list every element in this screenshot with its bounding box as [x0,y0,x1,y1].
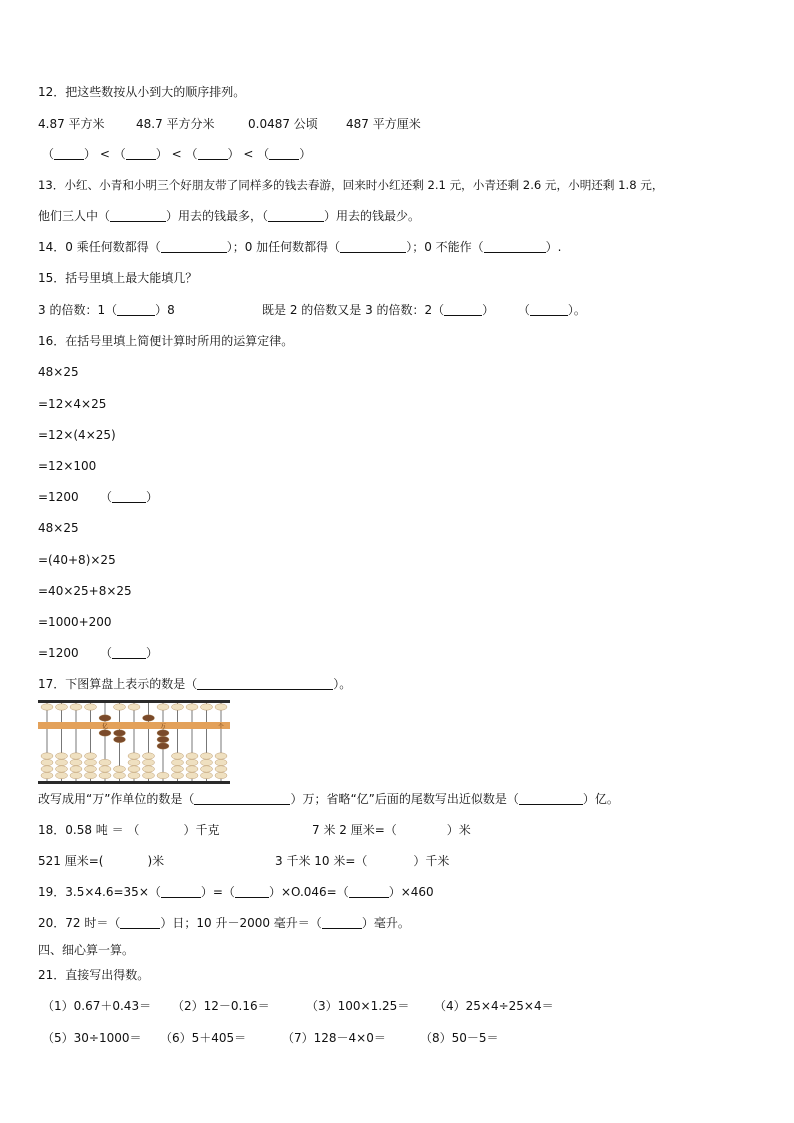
q15-part2 [262,302,586,318]
q18-item-c [38,853,164,869]
q20-text-c: ）毫升。 [361,916,410,930]
abacus-bead [186,759,198,765]
paren-open: （ [42,147,55,161]
abacus-place-label: 亿 [102,724,108,730]
abacus-bead [41,766,53,772]
abacus-bead [157,772,169,778]
q17-rewrite-a: 改写成用“万”作单位的数是（ [38,792,195,806]
abacus-bead [56,766,68,772]
abacus-bead [128,772,140,778]
q15-text-f: ）。 [567,303,586,317]
abacus-bead [70,772,82,778]
paren-open: （ [100,490,113,504]
abacus-bead [143,753,155,759]
abacus-bead [128,704,140,710]
calc1-step: =12×(4×25) [38,428,116,442]
answer-blank[interactable] [268,210,324,222]
q18-c2: )米 [147,854,165,868]
abacus-bead [56,759,68,765]
q18-b1: 7 米 2 厘米=（ [312,823,397,837]
q21-item: （2）12－0.16＝ [172,999,270,1013]
abacus-bead [85,772,97,778]
abacus-bead [99,772,111,778]
abacus-bead [143,766,155,772]
q19-line [38,884,434,900]
abacus-bead [186,772,198,778]
q18-c1: 521 厘米=( [38,854,104,868]
calc2-step: =1000+200 [38,615,112,629]
answer-blank[interactable] [112,491,146,503]
abacus-beam [38,722,230,729]
q14-text-a: 14．0 乘任何数都得（ [38,240,161,254]
abacus-bead [128,753,140,759]
abacus-place-label: 个 [218,724,224,730]
number-4: 487 平方厘米 [346,117,421,131]
answer-blank[interactable] [519,793,583,805]
law-answer [100,489,158,505]
abacus-bead [201,759,213,765]
answer-blank[interactable] [340,241,406,253]
q13-text-a: 他们三人中（ [38,209,111,223]
abacus-bead [201,704,213,710]
calc1-step: =12×4×25 [38,397,107,411]
answer-blank[interactable] [349,886,389,898]
q13-line1: 13．小红、小青和小明三个好朋友带了同样多的钱去春游，回来时小红还剩 2.1 元，小青还剩 2.6 元，小明还剩 1.8 元， [38,178,664,192]
abacus-bead [201,753,213,759]
paren-open: （ [113,147,126,161]
q17-rewrite [38,791,619,807]
answer-blank[interactable] [484,241,546,253]
q21-item: （1）0.67＋0.43＝ [42,999,152,1013]
q14-text-b: ）；0 加任何数都得（ [226,240,341,254]
q21-item: （6）5＋405＝ [160,1031,247,1045]
q20-line [38,915,410,931]
abacus-bead [56,772,68,778]
q21-item: （3）100×1.25＝ [306,999,410,1013]
q15-text-c: 既是 2 的倍数又是 3 的倍数：2（ [262,303,445,317]
section-heading: 四、细心算一算。 [38,943,135,957]
q21-item: （4）25×4÷25×4＝ [434,999,554,1013]
abacus-bead [201,766,213,772]
q17-text-b: ）。 [333,677,352,691]
q19-text-c: ）×O.046=（ [268,885,349,899]
abacus-bead [143,715,155,721]
q18-item-b [312,822,471,838]
answer-blank[interactable] [269,148,299,160]
q21-title: 21．直接写出得数。 [38,968,150,982]
law-answer [100,645,158,661]
answer-blank[interactable] [54,148,84,160]
abacus-bead [85,753,97,759]
answer-blank[interactable] [161,886,201,898]
abacus-bead [99,730,111,736]
paren-close: ） [155,147,168,161]
abacus-bead [172,766,184,772]
abacus-bead [70,704,82,710]
answer-blank[interactable] [126,148,156,160]
number-2: 48.7 平方分米 [136,117,215,131]
q15-text-a: 3 的倍数：1（ [38,303,118,317]
q17-text-a: 17．下图算盘上表示的数是（ [38,677,198,691]
answer-blank[interactable] [322,917,362,929]
q18-item-d [275,853,449,869]
abacus-bead [41,704,53,710]
abacus-bead [215,704,227,710]
answer-blank[interactable] [112,647,146,659]
q15-part1 [38,302,175,318]
q18-item-a [38,822,219,838]
q21-item: （7）128－4×0＝ [282,1031,386,1045]
abacus-bead [143,759,155,765]
abacus-bead [70,759,82,765]
q19-text-d: ）×460 [388,885,434,899]
answer-blank[interactable] [444,304,482,316]
q13-text-b: ）用去的钱最多，（ [166,209,269,223]
abacus-bead [85,766,97,772]
abacus-bead [56,704,68,710]
calc1-step: =12×100 [38,459,97,473]
abacus-bead [114,772,126,778]
abacus-bead [85,759,97,765]
abacus-bead [143,772,155,778]
abacus-bead [186,766,198,772]
paren-close: ） [146,646,159,660]
abacus-bead [172,772,184,778]
calc1-step: 48×25 [38,365,79,379]
abacus-bead [114,766,126,772]
abacus-bead [70,766,82,772]
q12-order-row [42,146,311,162]
abacus-bottom-bar [38,781,230,784]
abacus-image [38,700,230,784]
q19-text-a: 19．3.5×4.6=35×（ [38,885,161,899]
answer-blank[interactable] [194,793,290,805]
less-than: < [99,147,110,161]
q17-rewrite-b: ）万；省略“亿”后面的尾数写出近似数是（ [290,792,519,806]
answer-blank[interactable] [120,917,160,929]
q21-item: （8）50－5＝ [420,1031,499,1045]
q13-text-c: ）用去的钱最少。 [324,209,421,223]
q20-text-a: 20．72 时＝（ [38,916,121,930]
answer-blank[interactable] [235,886,269,898]
calc1-result: =1200 [38,490,79,504]
answer-blank[interactable] [110,210,166,222]
less-than: < [171,147,182,161]
abacus-bead [215,759,227,765]
number-1: 4.87 平方米 [38,117,105,131]
q18-a1: 18．0.58 吨 ＝ （ [38,823,140,837]
answer-blank[interactable] [197,678,333,690]
q15-text-b: ）8 [155,303,175,317]
abacus-bead [114,704,126,710]
abacus-top-bar [38,700,230,703]
q17-rewrite-c: ）亿。 [582,792,619,806]
abacus-bead [128,766,140,772]
less-than: < [243,147,254,161]
abacus-bead [128,759,140,765]
abacus-bead [99,715,111,721]
abacus-bead [85,704,97,710]
calc2-step: =(40+8)×25 [38,553,116,567]
abacus-bead [215,772,227,778]
calc2-step: =40×25+8×25 [38,584,132,598]
q14-line [38,239,561,255]
q13-line2 [38,208,420,224]
abacus-bead [157,704,169,710]
abacus-bead [215,753,227,759]
abacus-bead [186,753,198,759]
abacus-bead [41,753,53,759]
q12-title: 12．把这些数按从小到大的顺序排列。 [38,85,246,99]
abacus-bead [215,766,227,772]
q21-item: （5）30÷1000＝ [42,1031,142,1045]
answer-blank[interactable] [530,304,568,316]
q19-text-b: ）=（ [200,885,235,899]
paren-open: （ [100,646,113,660]
abacus-bead [172,753,184,759]
abacus-bead [41,772,53,778]
abacus-place-label: 万 [160,724,166,730]
q18-a2: ）千克 [183,823,220,837]
q15-text-d: ） [482,303,495,317]
q16-title: 16．在括号里填上简便计算时所用的运算定律。 [38,334,294,348]
paren-open: （ [257,147,270,161]
abacus-bead [99,766,111,772]
abacus-bead [157,736,169,742]
abacus-bead [114,730,126,736]
answer-blank[interactable] [117,304,155,316]
q14-text-d: ）. [545,240,562,254]
abacus-bead [201,772,213,778]
q15-title: 15．括号里填上最大能填几？ [38,271,198,285]
abacus-bead [56,753,68,759]
abacus-bead [70,753,82,759]
abacus-bead [172,759,184,765]
paren-close: ） [227,147,240,161]
abacus-bead [186,704,198,710]
q18-d2: ）千米 [413,854,450,868]
calc2-step: 48×25 [38,521,79,535]
paren-open: （ [185,147,198,161]
q17-line [38,676,351,692]
paren-close: ） [299,147,312,161]
q14-text-c: ）；0 不能作（ [406,240,484,254]
answer-blank[interactable] [198,148,228,160]
abacus-bead [157,743,169,749]
abacus-bead [114,736,126,742]
answer-blank[interactable] [161,241,227,253]
q18-d1: 3 千米 10 米=（ [275,854,368,868]
q18-b2: ）米 [446,823,471,837]
abacus-bead [157,730,169,736]
abacus-bead [99,759,111,765]
q15-text-e: （ [517,303,530,317]
abacus-bead [172,704,184,710]
paren-close: ） [84,147,97,161]
paren-close: ） [146,490,159,504]
number-3: 0.0487 公顷 [248,117,318,131]
abacus-bead [41,759,53,765]
q20-text-b: ）日；10 升－2000 毫升＝（ [160,916,322,930]
calc2-result: =1200 [38,646,79,660]
